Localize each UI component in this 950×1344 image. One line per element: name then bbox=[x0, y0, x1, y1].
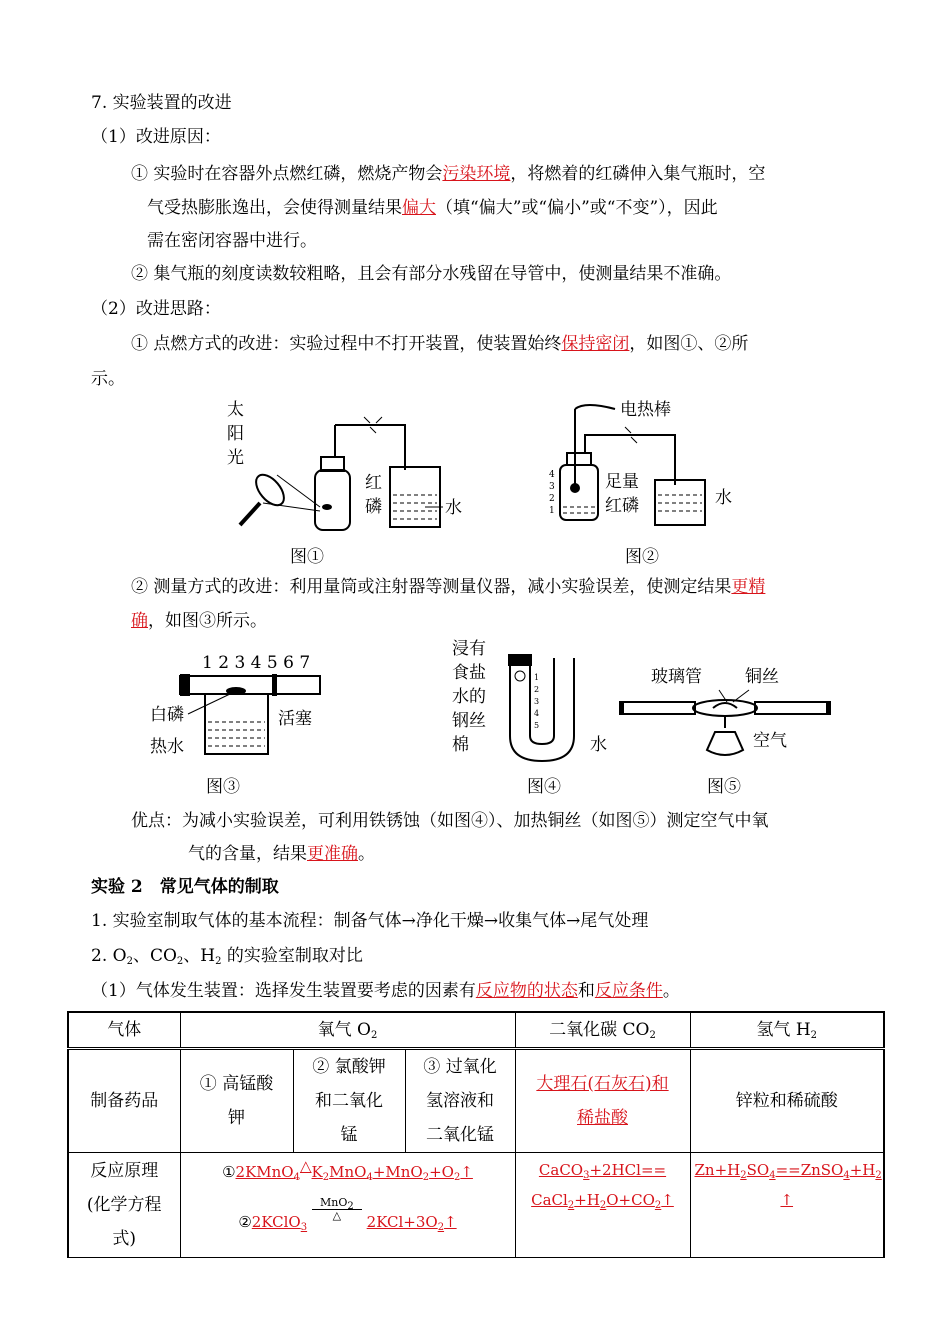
table-row-reagents bbox=[68, 1049, 884, 1153]
idea-heading: （2）改进思路： bbox=[91, 299, 221, 319]
advantage-line2: 气的含量，结果更准确。 bbox=[188, 844, 375, 864]
idea-1-line1: ① 点燃方式的改进：实验过程中不打开装置，使装置始终保持密闭，如图①、②所 bbox=[131, 334, 749, 354]
th-h2: 氢气 $H_2$ bbox=[690, 1012, 884, 1049]
exp2-line1: 1. 实验室制取气体的基本流程：制备气体→净化干燥→收集气体→尾气处理 bbox=[91, 911, 649, 931]
table-row-equations bbox=[68, 1153, 884, 1258]
cell-co2-reagent: 大理石(石灰石)和 稀盐酸 bbox=[515, 1049, 690, 1153]
fig1-water: 水 bbox=[445, 498, 462, 518]
section-title: 7. 实验装置的改进 bbox=[91, 93, 232, 113]
reason-1-line3: 需在密闭容器中进行。 bbox=[147, 231, 317, 251]
figure-4 bbox=[452, 636, 612, 766]
fig4-label-3: 水的 bbox=[452, 687, 486, 707]
fig5-caption: 图⑤ bbox=[707, 777, 741, 797]
fig2-phos-2: 红磷 bbox=[605, 496, 639, 516]
cell-kclo3: ② 氯酸钾 和二氧化 锰 bbox=[293, 1049, 405, 1153]
cell-h2-reagent: 锌粒和稀硫酸 bbox=[690, 1049, 884, 1153]
fig2-scale-2: 2 bbox=[549, 494, 555, 504]
table-header-row bbox=[68, 1012, 884, 1049]
cell-co2-equation: CaCO$_3$+2HCl== $CaCl_2+H_2O+CO_2↑$ bbox=[515, 1153, 690, 1258]
fig4-scale-1: 1 bbox=[534, 673, 540, 682]
reason-1-line1: ① 实验时在容器外点燃红磷，燃烧产物会污染环境，将燃着的红磷伸入集气瓶时，空 bbox=[131, 164, 766, 184]
fig4-label-5: 棉 bbox=[452, 735, 469, 755]
fig1-sun-3: 光 bbox=[227, 448, 244, 468]
fig1-caption: 图① bbox=[290, 547, 324, 567]
fig4-label-4: 钢丝 bbox=[452, 711, 486, 731]
figure-1 bbox=[215, 395, 475, 540]
fig1-sun-2: 阳 bbox=[227, 424, 244, 444]
fig4-label-1: 浸有 bbox=[452, 639, 486, 659]
cell-o2-equations bbox=[180, 1153, 515, 1258]
fig1-sun-1: 太 bbox=[227, 400, 244, 420]
fig2-water: 水 bbox=[715, 488, 732, 508]
fig3-piston: 活塞 bbox=[278, 709, 312, 729]
idea-1-line2: 示。 bbox=[91, 369, 125, 389]
fig2-scale-1: 1 bbox=[549, 506, 555, 516]
figure-5 bbox=[615, 662, 840, 772]
exp2-line2: 2. $O_2$、$CO_2$、$H_2$ 的实验室制取对比 bbox=[91, 946, 363, 967]
fig2-phos-1: 足量 bbox=[605, 472, 639, 492]
cell-kmno4: ① 高锰酸 钾 bbox=[180, 1049, 293, 1153]
fig4-scale-3: 3 bbox=[534, 697, 540, 706]
fig4-caption: 图④ bbox=[527, 777, 561, 797]
advantage-line1: 优点：为减小实验误差，可利用铁锈蚀（如图④）、加热铜丝（如图⑤）测定空气中氧 bbox=[131, 811, 769, 831]
figure-2 bbox=[545, 395, 745, 535]
fig5-copper: 铜丝 bbox=[745, 667, 779, 687]
reason-2: ② 集气瓶的刻度读数较粗略，且会有部分水残留在导管中，使测量结果不准确。 bbox=[131, 264, 732, 284]
fig4-scale-2: 2 bbox=[534, 685, 540, 694]
fig2-scale-4: 4 bbox=[549, 470, 555, 480]
fig2-caption: 图② bbox=[625, 547, 659, 567]
fig1-phos-2: 磷 bbox=[365, 497, 382, 517]
reason-heading: （1）改进原因： bbox=[91, 127, 221, 147]
fig3-caption: 图③ bbox=[206, 777, 240, 797]
exp2-line3: （1）气体发生装置：选择发生装置要考虑的因素有反应物的状态和反应条件。 bbox=[91, 981, 680, 1001]
fig2-rod: 电热棒 bbox=[620, 400, 671, 420]
cell-h2-equation: $Zn+H_2SO_4==ZnSO_4+H_2$ ↑ bbox=[690, 1153, 884, 1258]
idea-2-line1: ② 测量方式的改进：利用量筒或注射器等测量仪器，减小实验误差，使测定结果更精 bbox=[131, 577, 766, 597]
gas-comparison-table bbox=[67, 1011, 885, 1258]
exp2-title: 实验 2 常见气体的制取 bbox=[91, 877, 279, 897]
th-co2: 二氧化碳 $CO_2$ bbox=[515, 1012, 690, 1049]
row-label-reagents: 制备药品 bbox=[68, 1049, 180, 1153]
fig2-scale-3: 3 bbox=[549, 482, 555, 492]
row-label-equations: 反应原理 (化学方程 式) bbox=[68, 1153, 180, 1258]
fig4-scale-5: 5 bbox=[534, 721, 540, 730]
th-gas: 气体 bbox=[68, 1012, 180, 1049]
fig5-glass: 玻璃管 bbox=[651, 667, 702, 687]
fig4-label-2: 食盐 bbox=[452, 663, 486, 683]
fig4-water: 水 bbox=[590, 735, 607, 755]
idea-2-line2: 确，如图③所示。 bbox=[131, 611, 267, 631]
reason-1-line2: 气受热膨胀逸出，会使得测量结果偏大（填“偏大”或“偏小”或“不变”），因此 bbox=[147, 198, 718, 218]
fig3-scale: 1 2 3 4 5 6 7 bbox=[202, 653, 311, 673]
eq-kclo3: ②2KClO$_3$ MnO$_2$ △ $2KCl+3O_2↑$ bbox=[238, 1196, 457, 1233]
th-o2: 氧气 $O_2$ bbox=[180, 1012, 515, 1049]
cell-h2o2: ③ 过氧化 氢溶液和 二氧化锰 bbox=[405, 1049, 515, 1153]
figure-3 bbox=[150, 650, 330, 765]
fig4-scale-4: 4 bbox=[534, 709, 540, 718]
fig3-white-p: 白磷 bbox=[150, 705, 184, 725]
eq-kmno4: $①2KMnO_4\triangle K_2MnO_4+MnO_2+O_2↑$ bbox=[222, 1157, 473, 1183]
fig3-hot-water: 热水 bbox=[150, 737, 184, 757]
fig5-air: 空气 bbox=[753, 731, 787, 751]
fig1-phos-1: 红 bbox=[365, 473, 382, 493]
